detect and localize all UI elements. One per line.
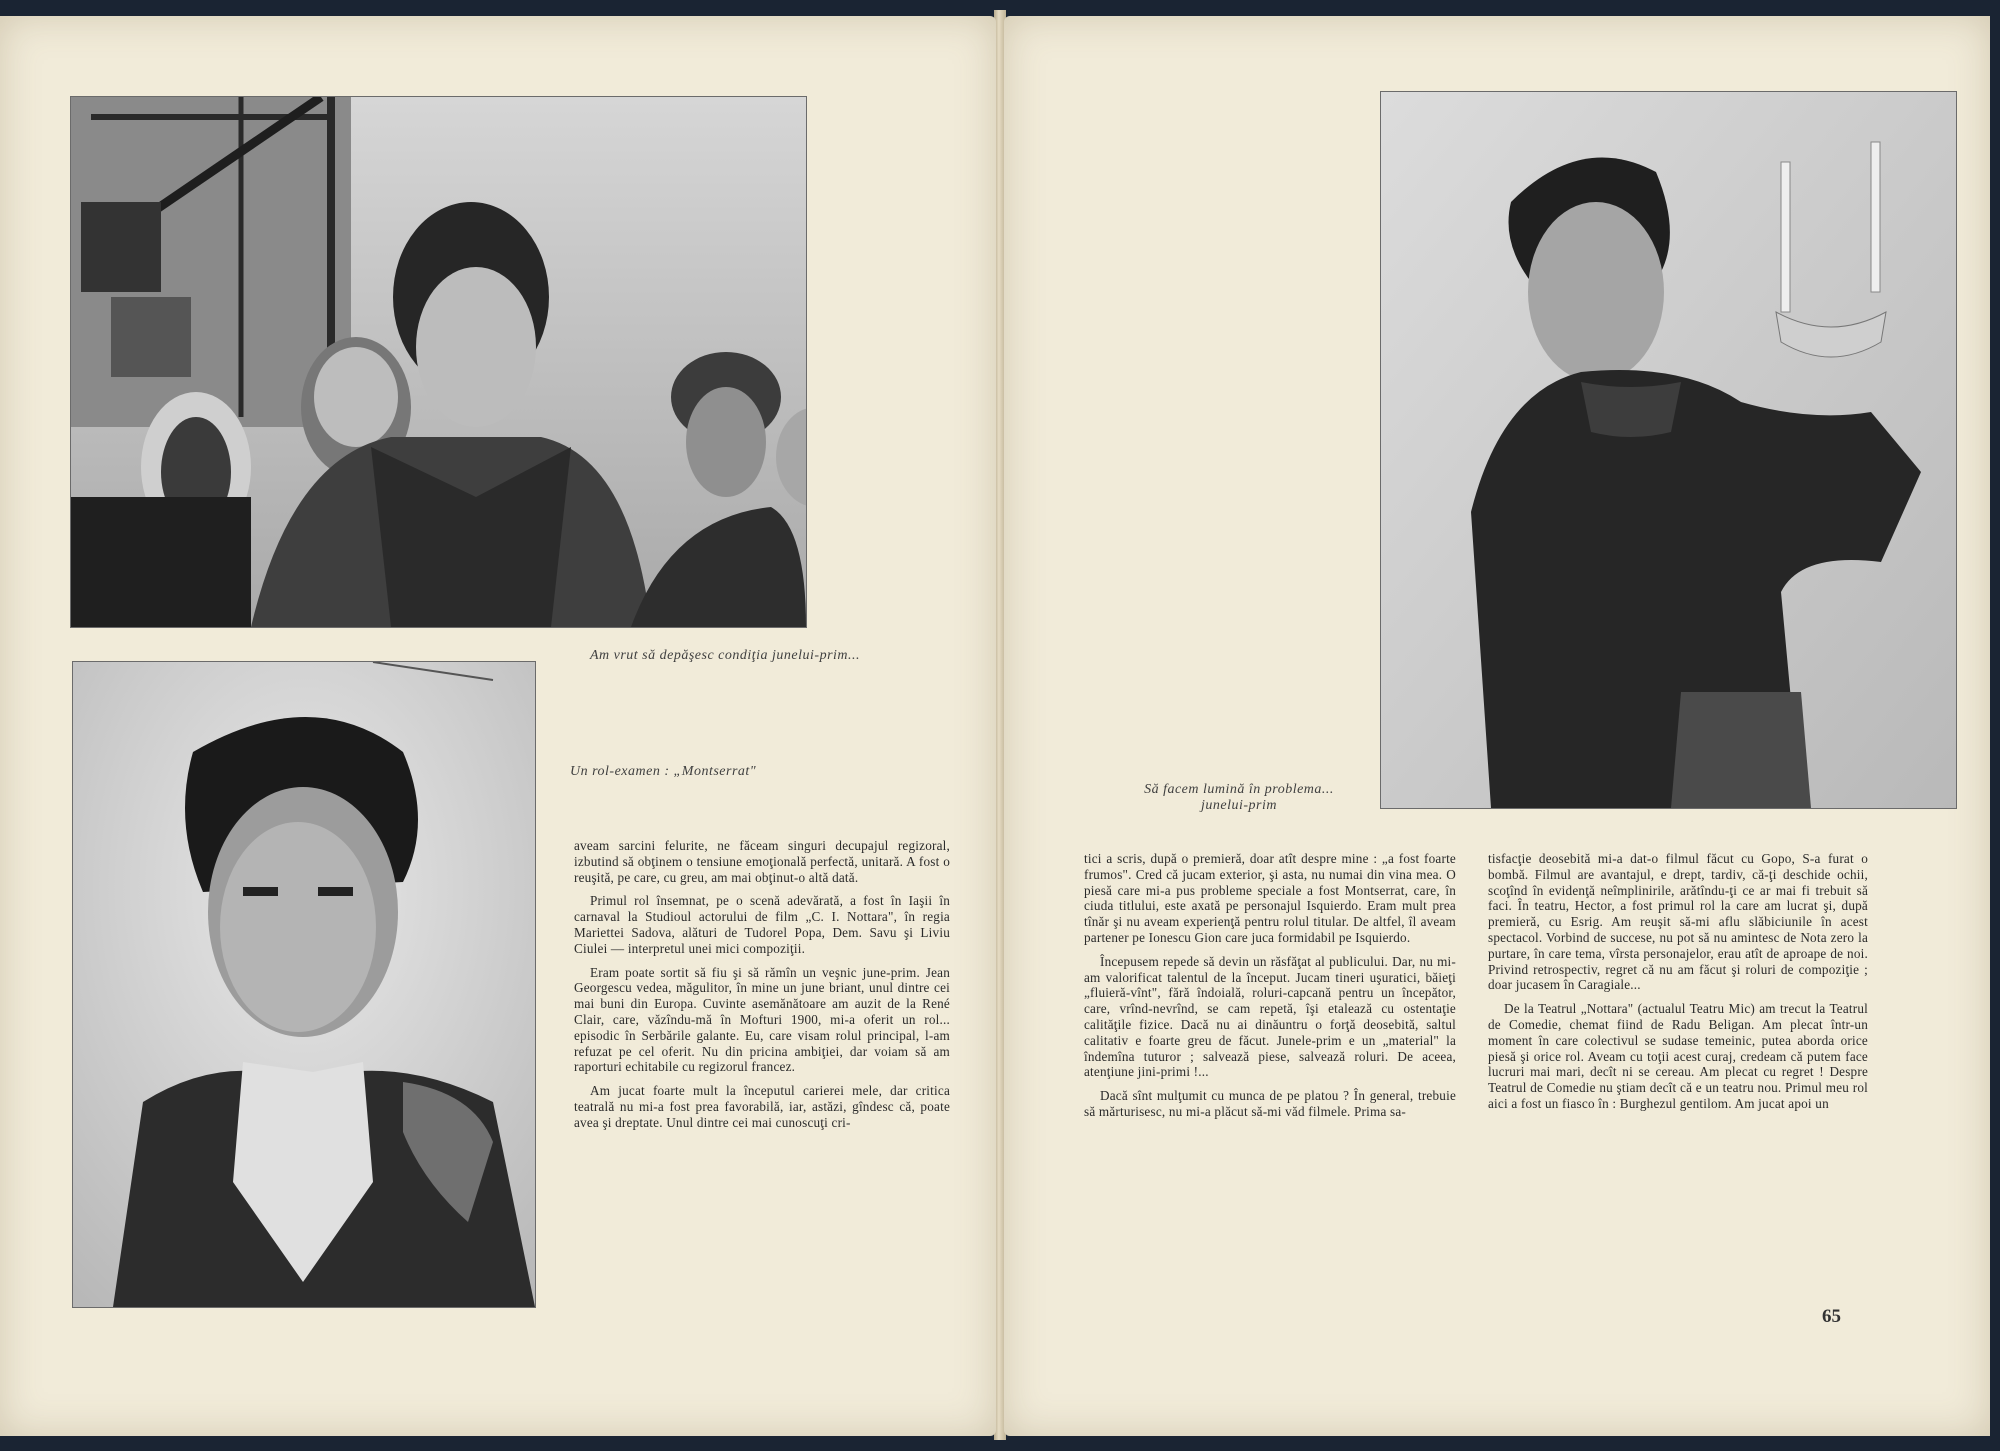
costume-photo-image [73,662,535,1307]
col3-paragraph-1: tisfacţie deosebită mi-a dat-o filmul făcut cu Gopo, S-a furat o bombă. Filmul are avantajul, e drept, tardiv, că-ţi deschide ochii, scoţînd în evidenţă neîmplinirile, arătîndu-ţi ce ar mai fi trebuit să faci. În teatru, Hector, a fost primul rol la care am lucrat şi, după premieră, cu Esrig. Am reuşit să-mi aflu slăbiciunile în acest spectacol. Vorbind de succese, nu pot să nu amintesc de Nota zero la purtare, în care tema, vîrsta personajelor, erau atît de aproape de noi. Privind retrospectiv, regret că nu am făcut şi roluri de compoziţie ; doar jucasem în Caragiale... [1488,851,1868,993]
page-number: 65 [1822,1306,1841,1327]
col1-paragraph-4: Am jucat foarte mult la începutul carierei mele, dar critica teatrală nu mi-a fost prea favorabilă, iar, astăzi, gîndesc că, poate avea şi dreptate. Unul dintre cei mai cunoscuţi cri- [574,1083,950,1130]
text-column-3 [1488,851,1868,1112]
crowd-photo-image [71,97,806,627]
col2-paragraph-1: tici a scris, după o premieră, doar atît despre mine : „a fost foarte frumos". Cred că jucam exterior, şi asta, nu numai din vina mea. O piesă care mi-a pus probleme speciale a fost Montserrat, care, în ciuda titlului, este axată pe personajul Isquierdo. Eram mult prea tînăr şi nu aveam experienţă pentru rolul titular. De altfel, îl aveam partener pe Ionescu Gion care juca formidabil pe Isquierdo. [1084,851,1456,945]
right-page [1004,16,1990,1436]
col1-paragraph-3: Eram poate sortit să fiu şi să rămîn un veşnic june-prim. Jean Georgescu vedea, măgulitor, în mine un june briant, unul dintre cei mai buni din Europa. Cuvinte asemănătoare am auzit de la René Clair, care, văzîndu-mă în Mofturi 1900, mi-a oferit un rol... episodic în Serbările galante. Eu, care visam rolul principal, l-am refuzat pe cel oferit. Nu din pricina ambiţiei, dar voiam să am raporturi echitabile cu regizorul francez. [574,964,950,1075]
section-title: Un rol-examen : „Montserrat" [570,764,757,779]
crowd-photo [70,96,807,628]
text-column-2 [1084,851,1456,1120]
col1-paragraph-2: Primul rol însemnat, pe o scenă adevărată, a fost în Iaşii în carnaval la Studioul actorului de film „C. I. Nottara", în regia Mariettei Sadova, alături de Tudorel Popa, Dem. Savu şi Liviu Ciulei — interpretul unei mici compoziţii. [574,893,950,956]
jacket-photo-image [1381,92,1956,808]
text-column-1 [574,838,950,1131]
photo-caption-right: Să facem lumină în problema... junelui-prim [1144,782,1334,813]
col1-paragraph-1: aveam sarcini felurite, ne făceam singuri decupajul regizoral, izbutind să obţinem o tensiune emoţională perfectă, unitară. A fost o reuşită, pe care, cu greu, am mai obţinut-o altă dată. [574,838,950,885]
photo-caption-top: Am vrut să depăşesc condiţia junelui-prim... [589,648,861,663]
left-page [0,16,996,1436]
col3-paragraph-2: De la Teatrul „Nottara" (actualul Teatru Mic) am trecut la Teatrul de Comedie, chemat fiind de Radu Beligan. Am plecat într-un moment în care colectivul se sudase temeinic, putea aborda orice piesă şi orice rol. Aveam cu toţii acest curaj, credeam că putem face lucruri mai mari, decît ni se cereau. Am plecat cu regret ! Despre Teatrul de Comedie nu ştiam decît că e un teatru nou. Primul meu rol aici a fost un fiasco în : Burghezul gentilom. Am jucat apoi un [1488,1001,1868,1111]
col2-paragraph-2: Începusem repede să devin un răsfăţat al publicului. Dar, nu mi-am valorificat talentul de la început. Jucam tineri uşuratici, băieţi „fluieră-vînt", fără îndoială, roluri-capcană pentru un începător, care, vrînd-nevrînd, se cam repetă, îşi etalează cu ostentaţie calităţile fizice. Dacă nu ai dinăuntru o forţă deosebită, saltul calitativ e foarte greu de făcut. Junele-prim e un „material" la îndemîna tuturor ; salvează piese, salvează roluri. De aceea, atenţiune jini-primi !... [1084,953,1456,1080]
col2-paragraph-3: Dacă sînt mulţumit cu munca de pe platou ? În general, trebuie să mărturisesc, nu mi-a plăcut să-mi văd filmele. Prima sa- [1084,1088,1456,1119]
costume-photo [72,661,536,1308]
jacket-photo [1380,91,1957,809]
